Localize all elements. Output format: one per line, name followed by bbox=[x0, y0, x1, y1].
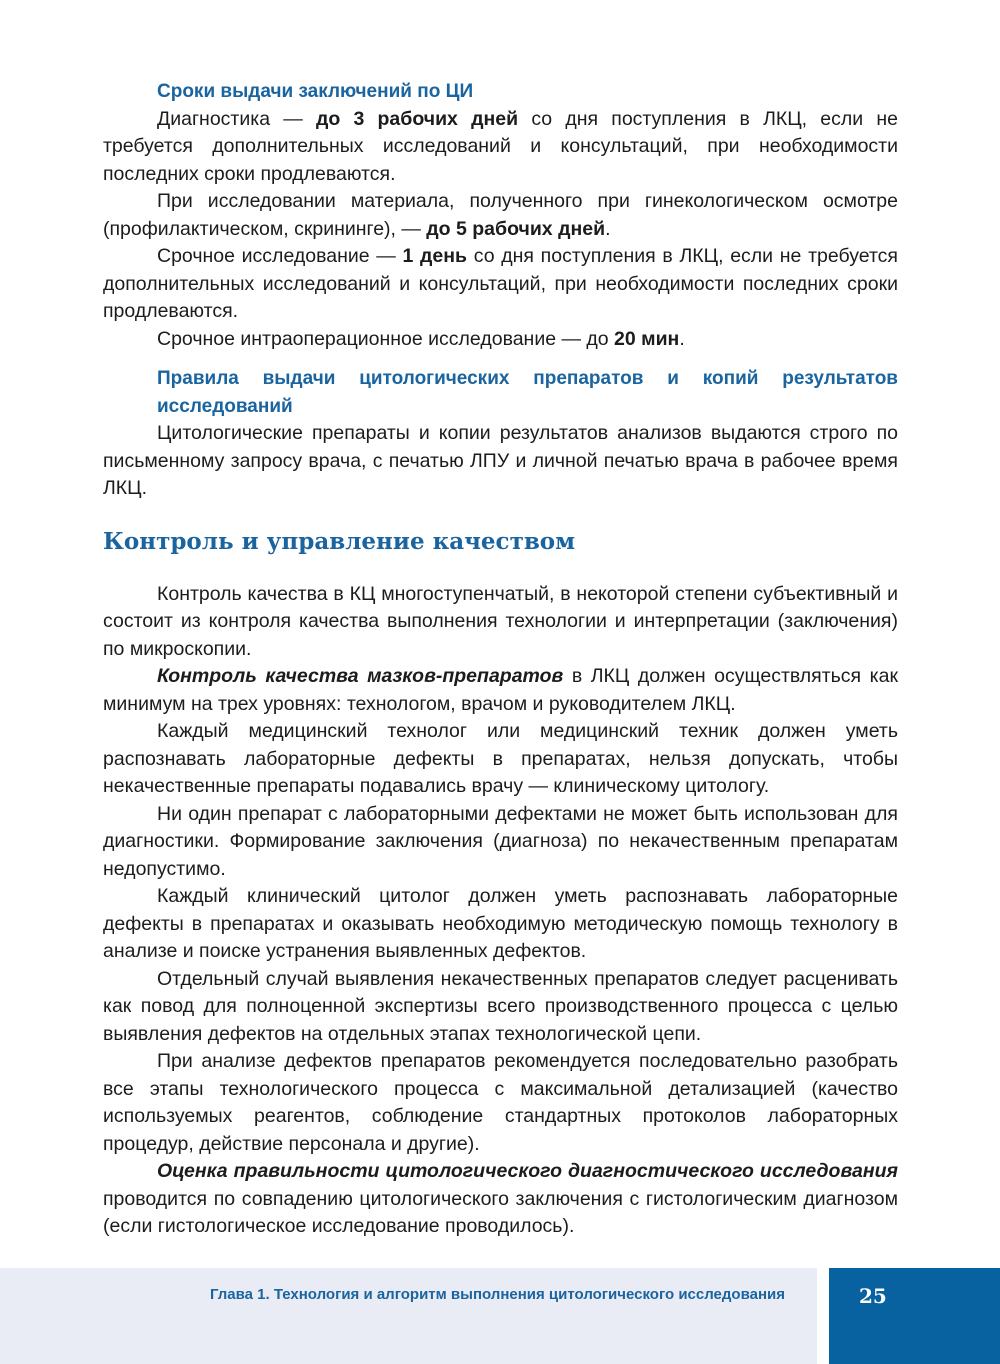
page-content bbox=[103, 78, 898, 1241]
subheading-issue-rules: Правила выдачи цитологических препаратов и копий результатов исследований bbox=[157, 368, 898, 417]
paragraph: При анализе дефектов препаратов рекомендуется последовательно разобрать все этапы технологического процесса с максимальной детализацией (качество используемых реагентов, соблюдение стандартных протоколов лабораторных процедур, действие персонала и другие). bbox=[103, 1050, 898, 1155]
paragraph: Диагностика — до 3 рабочих дней со дня поступления в ЛКЦ, если не требуется дополнительных исследований и консультаций, при необходимости последних сроки продлеваются. bbox=[103, 107, 898, 185]
paragraph: При исследовании материала, полученного при гинекологическом осмотре (профилактическом, скрининге), — до 5 рабочих дней. bbox=[103, 190, 898, 240]
paragraph: Оценка правильности цитологического диагностического исследования проводится по совпадению цитологического заключения с гистологическим диагнозом (если гистологическое исследование проводилось). bbox=[103, 1160, 898, 1237]
paragraph: Контроль качества мазков-препаратов в ЛКЦ должен осуществляться как минимум на трех уровнях: технологом, врачом и руководителем ЛКЦ. bbox=[103, 665, 898, 715]
page-number: 25 bbox=[859, 1284, 887, 1308]
paragraph: Срочное интраоперационное исследование — до 20 мин. bbox=[157, 327, 685, 350]
running-title: Глава 1. Технология и алгоритм выполнения цитологического исследования bbox=[209, 1286, 785, 1303]
paragraph: Срочное исследование — 1 день со дня поступления в ЛКЦ, если не требуется дополнительных исследований и консультаций, при необходимости последних сроки продлеваются. bbox=[103, 245, 898, 322]
subheading-deadlines: Сроки выдачи заключений по ЦИ bbox=[157, 81, 474, 102]
paragraph: Цитологические препараты и копии результатов анализов выдаются строго по письменному запросу врача, с печатью ЛПУ и личной печатью врача в рабочее время ЛКЦ. bbox=[103, 422, 898, 499]
page-number-box bbox=[829, 1268, 1000, 1364]
section-title: Контроль и управление качеством bbox=[103, 527, 576, 555]
paragraph: Ни один препарат с лабораторными дефектами не может быть использован для диагностики. Формирование заключения (диагноза) по некачественным препаратам недопустимо. bbox=[103, 802, 898, 880]
paragraph: Каждый клинический цитолог должен уметь распознавать лабораторные дефекты в препаратах и оказывать необходимую методическую помощь технологу в анализе и поиске устранения выявленных дефектов. bbox=[103, 885, 898, 962]
paragraph: Контроль качества в КЦ многоступенчатый, в некоторой степени субъективный и состоит из контроля качества выполнения технологии и интерпретации (заключения) по микроскопии. bbox=[103, 582, 898, 660]
footer-band bbox=[0, 1268, 817, 1364]
paragraph: Каждый медицинский технолог или медицинский техник должен уметь распознавать лабораторные дефекты в препаратах, нельзя допускать, чтобы некачественные препараты подавались врачу — клиническому цитологу. bbox=[103, 720, 898, 797]
paragraph: Отдельный случай выявления некачественных препаратов следует расценивать как повод для полноценной экспертизы всего производственного процесса с целью выявления дефектов на отдельных этапах технологической цепи. bbox=[103, 967, 898, 1045]
